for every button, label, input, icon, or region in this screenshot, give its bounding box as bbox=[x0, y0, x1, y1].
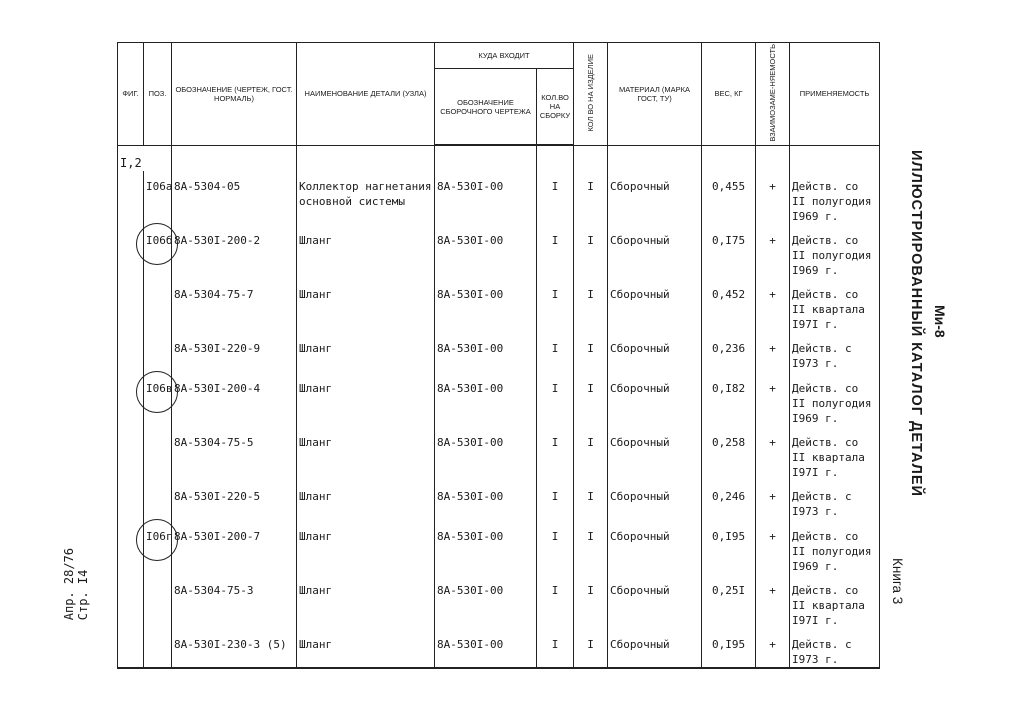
item-material: Сборочный bbox=[608, 575, 702, 629]
item-position: I06а bbox=[144, 171, 172, 225]
header-pos: ПОЗ. bbox=[144, 43, 172, 146]
item-position bbox=[144, 481, 172, 521]
item-designation: 8А-5304-75-5 bbox=[172, 427, 297, 481]
item-name: Коллектор нагнетания основной системы bbox=[297, 171, 435, 225]
aircraft-code: Ми-8 bbox=[932, 305, 948, 338]
item-designation: 8А-5304-05 bbox=[172, 171, 297, 225]
header-qty-product: КОЛ ВО НА ИЗДЕЛИЕ bbox=[574, 43, 608, 146]
item-material: Сборочный bbox=[608, 279, 702, 333]
position-circle-mark bbox=[136, 519, 178, 561]
table-row bbox=[118, 333, 880, 373]
item-assembly-drawing: 8А-530I-00 bbox=[435, 427, 537, 481]
item-designation: 8А-5304-75-7 bbox=[172, 279, 297, 333]
header-qty-assembly: КОЛ.ВО НА СБОРКУ bbox=[537, 69, 574, 145]
item-material: Сборочный bbox=[608, 481, 702, 521]
item-interchange: + bbox=[756, 279, 790, 333]
item-applicability: Действ. с I973 г. bbox=[790, 629, 880, 668]
item-weight: 0,455 bbox=[702, 171, 756, 225]
item-name: Шланг bbox=[297, 575, 435, 629]
item-assembly-drawing: 8А-530I-00 bbox=[435, 575, 537, 629]
table-row bbox=[118, 481, 880, 521]
item-designation: 8А-530I-220-5 bbox=[172, 481, 297, 521]
item-qty-assembly: I bbox=[537, 521, 574, 575]
page-info bbox=[62, 548, 90, 620]
table-row bbox=[118, 171, 880, 225]
item-interchange: + bbox=[756, 427, 790, 481]
item-qty-assembly: I bbox=[537, 171, 574, 225]
item-designation: 8А-530I-200-4 bbox=[172, 373, 297, 427]
item-weight: 0,I75 bbox=[702, 225, 756, 279]
header-applicability: ПРИМЕНЯЕМОСТЬ bbox=[790, 43, 880, 146]
item-applicability: Действ. с I973 г. bbox=[790, 481, 880, 521]
fig-cell bbox=[118, 629, 144, 668]
item-interchange: + bbox=[756, 481, 790, 521]
table-row bbox=[118, 575, 880, 629]
item-position bbox=[144, 427, 172, 481]
item-material: Сборочный bbox=[608, 373, 702, 427]
item-qty-assembly: I bbox=[537, 575, 574, 629]
item-interchange: + bbox=[756, 575, 790, 629]
item-name: Шланг bbox=[297, 521, 435, 575]
item-applicability: Действ. со II квартала I97I г. bbox=[790, 427, 880, 481]
item-material: Сборочный bbox=[608, 171, 702, 225]
item-qty-assembly: I bbox=[537, 333, 574, 373]
fig-cell bbox=[118, 171, 144, 225]
item-applicability: Действ. со II полугодия I969 г. bbox=[790, 373, 880, 427]
item-applicability: Действ. со II квартала I97I г. bbox=[790, 575, 880, 629]
item-applicability: Действ. со II полугодия I969 г. bbox=[790, 521, 880, 575]
item-assembly-drawing: 8А-530I-00 bbox=[435, 373, 537, 427]
item-qty-assembly: I bbox=[537, 427, 574, 481]
item-interchange: + bbox=[756, 225, 790, 279]
item-qty-product: I bbox=[574, 373, 608, 427]
table-row bbox=[118, 427, 880, 481]
item-qty-assembly: I bbox=[537, 481, 574, 521]
item-material: Сборочный bbox=[608, 427, 702, 481]
fig-cell bbox=[118, 279, 144, 333]
item-weight: 0,I95 bbox=[702, 629, 756, 668]
header-designation: ОБОЗНАЧЕНИЕ (ЧЕРТЕЖ, ГОСТ. НОРМАЛЬ) bbox=[172, 43, 297, 146]
item-material: Сборочный bbox=[608, 521, 702, 575]
item-position bbox=[144, 333, 172, 373]
item-interchange: + bbox=[756, 521, 790, 575]
item-qty-product: I bbox=[574, 629, 608, 668]
item-designation: 8А-5304-75-3 bbox=[172, 575, 297, 629]
table-row bbox=[118, 373, 880, 427]
item-material: Сборочный bbox=[608, 333, 702, 373]
item-material: Сборочный bbox=[608, 225, 702, 279]
position-circle-mark bbox=[136, 223, 178, 265]
item-position bbox=[144, 629, 172, 668]
item-applicability: Действ. с I973 г. bbox=[790, 333, 880, 373]
table-row bbox=[118, 279, 880, 333]
item-designation: 8А-530I-200-7 bbox=[172, 521, 297, 575]
item-assembly-drawing: 8А-530I-00 bbox=[435, 171, 537, 225]
item-applicability: Действ. со II полугодия I969 г. bbox=[790, 171, 880, 225]
header-fig: ФИГ. bbox=[118, 43, 144, 146]
header-weight: ВЕС, КГ bbox=[702, 43, 756, 146]
item-position: I06г bbox=[144, 521, 172, 575]
item-designation: 8А-530I-220-9 bbox=[172, 333, 297, 373]
item-qty-product: I bbox=[574, 171, 608, 225]
item-assembly-drawing: 8А-530I-00 bbox=[435, 481, 537, 521]
item-position: I06в bbox=[144, 373, 172, 427]
item-name: Шланг bbox=[297, 427, 435, 481]
item-qty-product: I bbox=[574, 333, 608, 373]
fig-cell bbox=[118, 575, 144, 629]
item-designation: 8А-530I-200-2 bbox=[172, 225, 297, 279]
page-date: Апр. 28/76 bbox=[62, 548, 76, 621]
header-material: МАТЕРИАЛ (МАРКА ГОСТ, ТУ) bbox=[608, 43, 702, 146]
item-weight: 0,258 bbox=[702, 427, 756, 481]
item-qty-product: I bbox=[574, 481, 608, 521]
item-weight: 0,452 bbox=[702, 279, 756, 333]
item-assembly-drawing: 8А-530I-00 bbox=[435, 225, 537, 279]
item-weight: 0,236 bbox=[702, 333, 756, 373]
table-row bbox=[118, 629, 880, 668]
catalog-sheet bbox=[117, 42, 879, 666]
table-row bbox=[118, 521, 880, 575]
item-position: I06б bbox=[144, 225, 172, 279]
item-qty-product: I bbox=[574, 279, 608, 333]
item-applicability: Действ. со II полугодия I969 г. bbox=[790, 225, 880, 279]
item-qty-product: I bbox=[574, 521, 608, 575]
item-qty-product: I bbox=[574, 575, 608, 629]
item-name: Шланг bbox=[297, 629, 435, 668]
item-name: Шланг bbox=[297, 333, 435, 373]
fig-cell bbox=[118, 333, 144, 373]
item-qty-product: I bbox=[574, 225, 608, 279]
item-assembly-drawing: 8А-530I-00 bbox=[435, 333, 537, 373]
item-interchange: + bbox=[756, 171, 790, 225]
item-qty-product: I bbox=[574, 427, 608, 481]
item-interchange: + bbox=[756, 373, 790, 427]
item-name: Шланг bbox=[297, 373, 435, 427]
item-position bbox=[144, 575, 172, 629]
fig-cell bbox=[118, 427, 144, 481]
item-name: Шланг bbox=[297, 481, 435, 521]
item-qty-assembly: I bbox=[537, 225, 574, 279]
item-weight: 0,I95 bbox=[702, 521, 756, 575]
item-qty-assembly: I bbox=[537, 279, 574, 333]
item-weight: 0,25I bbox=[702, 575, 756, 629]
header-name: НАИМЕНОВАНИЕ ДЕТАЛИ (УЗЛА) bbox=[297, 43, 435, 146]
item-applicability: Действ. со II квартала I97I г. bbox=[790, 279, 880, 333]
item-weight: 0,I82 bbox=[702, 373, 756, 427]
item-name: Шланг bbox=[297, 225, 435, 279]
item-assembly-drawing: 8А-530I-00 bbox=[435, 279, 537, 333]
book-number: Книга 3 bbox=[890, 558, 905, 605]
page-number: Стр. I4 bbox=[76, 569, 90, 621]
item-assembly-drawing: 8А-530I-00 bbox=[435, 521, 537, 575]
item-weight: 0,246 bbox=[702, 481, 756, 521]
item-assembly-drawing: 8А-530I-00 bbox=[435, 629, 537, 668]
item-designation: 8А-530I-230-3 (5) bbox=[172, 629, 297, 668]
header-where-used: КУДА ВХОДИТ bbox=[435, 43, 574, 69]
item-qty-assembly: I bbox=[537, 373, 574, 427]
fig-cell bbox=[118, 481, 144, 521]
parts-table bbox=[117, 42, 880, 669]
item-material: Сборочный bbox=[608, 629, 702, 668]
position-circle-mark bbox=[136, 371, 178, 413]
item-qty-assembly: I bbox=[537, 629, 574, 668]
header-interchange: ВЗАИМОЗАМЕ-НЯЕМОСТЬ bbox=[756, 43, 790, 146]
item-interchange: + bbox=[756, 629, 790, 668]
header-assembly-drawing: ОБОЗНАЧЕНИЕ СБОРОЧНОГО ЧЕРТЕЖА bbox=[435, 69, 537, 145]
table-row bbox=[118, 225, 880, 279]
fig-number: I,2 bbox=[118, 145, 172, 171]
catalog-title: ИЛЛЮСТРИРОВАННЫЙ КАТАЛОГ ДЕТАЛЕЙ bbox=[908, 150, 924, 497]
item-position bbox=[144, 279, 172, 333]
item-name: Шланг bbox=[297, 279, 435, 333]
item-interchange: + bbox=[756, 333, 790, 373]
